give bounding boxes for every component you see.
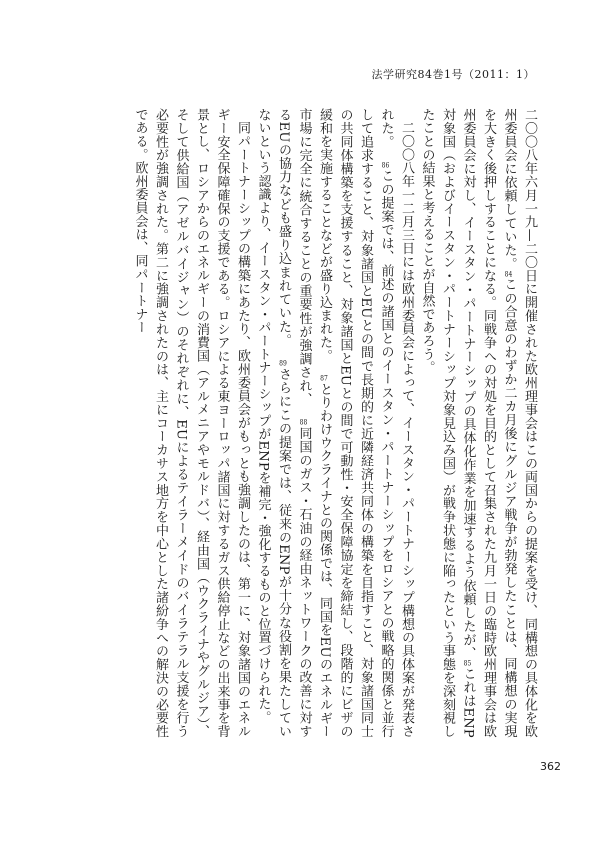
footnote-marker: 86 bbox=[381, 161, 390, 169]
paragraph-text: 二〇〇八年一二月三日には欧州委員会によって、イースタン・パートナーシップ構想の具体案が発表された。 bbox=[378, 108, 414, 738]
body-text bbox=[60, 108, 539, 738]
paragraph bbox=[129, 108, 252, 738]
page-number: 362 bbox=[540, 760, 561, 773]
paragraph-text: この合意のわずか二カ月後にグルジア戦争が勃発したことは、同構想の実現を大きく後押しすることになる。同戦争への対処を目的として召集された九月一日の臨時欧州理事会は欧州委員会に対し、イースタン・パートナーシップの具体化作業を加速するよう依頼したが、 bbox=[460, 108, 517, 738]
footnote-marker: 87 bbox=[320, 375, 328, 383]
footnote-marker: 88 bbox=[299, 419, 308, 427]
paragraph-text: これはENP対象国（およびイースタン・パートナーシップ対象見込み国）が戦争状態に陥ったという事態を深刻視したことの結果と考えることが自然であろう。 bbox=[419, 108, 476, 738]
paragraph-text: 同国のガス・石油の経由ネットワークの改善に対するEUの協力なども盛り込まれていた。 bbox=[276, 108, 312, 738]
footnote-marker: 89 bbox=[279, 360, 287, 368]
paragraph-text: とりわけウクライナとの関係では、同国をEUのエネルギー市場に完全に統合することの重要性が強調され、 bbox=[296, 108, 332, 738]
paragraph bbox=[252, 108, 416, 738]
running-header: 法学研究84巻1号（2011：1） bbox=[371, 68, 535, 81]
paragraph bbox=[416, 108, 539, 738]
paragraph-text: 同パートナーシップの構築にあたり、欧州委員会がもっとも強調したのは、第一に、対象諸国のエネルギー安全保障確保の支援である。ロシアによる東ヨーロッパ諸国に対するガス供給停止などの出来事を背景とし、ロシアからのエネルギーの消費国（アルメニアやモルドバ）、経由国（ウクライナやグルジア）、そして供給国（アゼルバイジャン）のそれぞれに、EUによるテイラーメイドのバイラテラル支援を行う必要性が強調された。第二に強調されたのは、主にコーカサス地方を中心とした諸紛争への解決の必要性である。欧州委員会は、同パートナー bbox=[132, 108, 250, 738]
paragraph-text: 二〇〇八年六月一九—二〇日に開催された欧州理事会はこの両国からの提案を受け、同構想の具体化を欧州委員会に依頼していた。 bbox=[501, 108, 537, 738]
paragraph-text: さらにこの提案では、従来のENPが十分な役割を果たしていないという認識より、イースタン・パートナーシップがENPを補完・強化するものと位置づけられた。 bbox=[255, 108, 291, 738]
footnote-marker: 84 bbox=[504, 270, 513, 278]
paragraph-text: この提案では、前述の諸国とのイースタン・パートナーシップをロシアとの戦略的関係と並行して追求すること、対象諸国とEUとの間で長期的に近隣経済共同体の構築を目指すこと、対象諸国同士の共同体構築を支援すること、対象諸国とEUとの間で可動性・安全保障協定を締結し、段階的にビザの緩和を実施することなどが盛り込まれた。 bbox=[317, 108, 394, 738]
footnote-marker: 85 bbox=[463, 659, 472, 667]
